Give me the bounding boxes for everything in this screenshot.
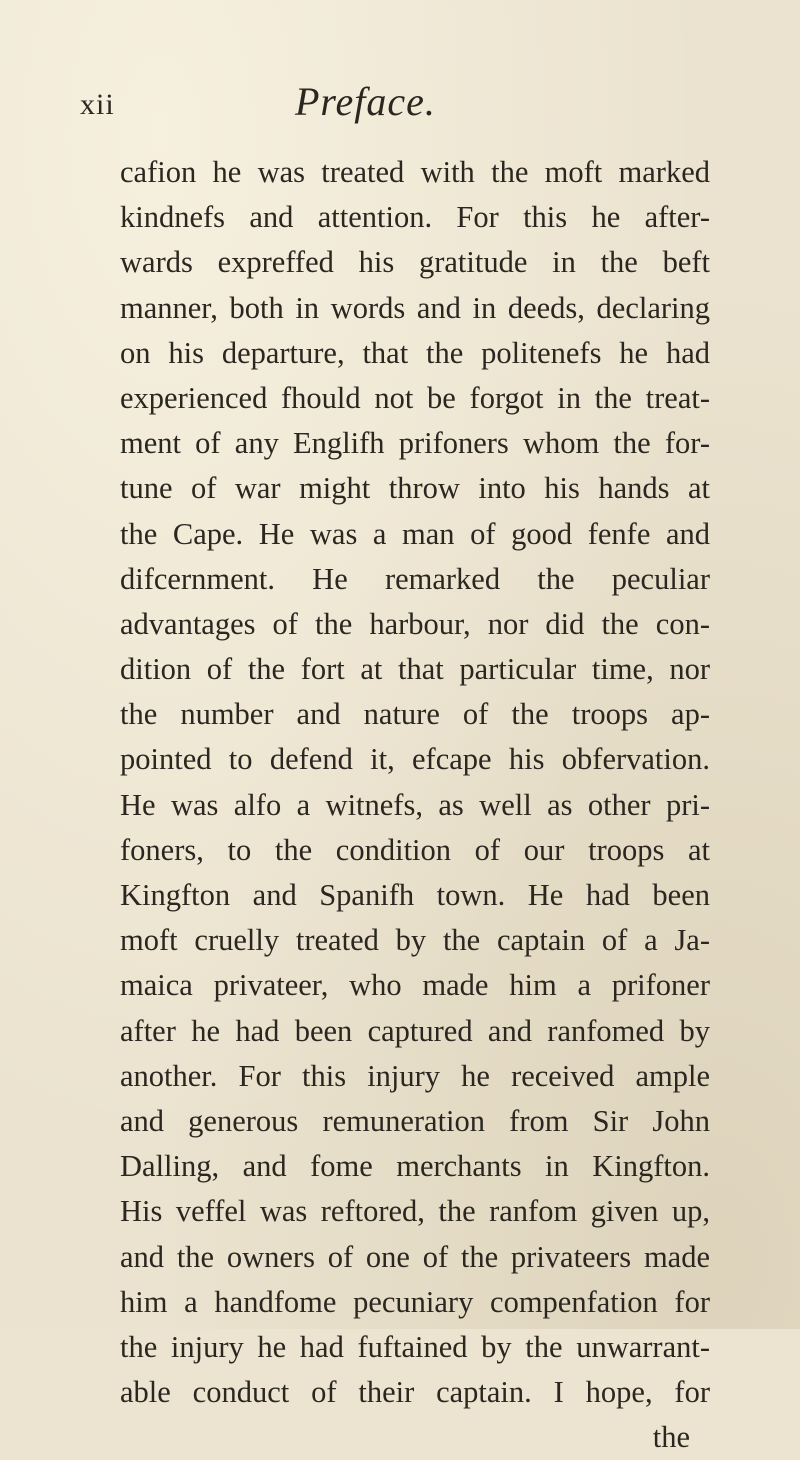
text-line: another. For this injury he received ample [120, 1058, 710, 1093]
text-line: wards expreffed his gratitude in the beft [120, 245, 710, 280]
body-text [120, 150, 710, 1460]
text-line: Kingfton and Spanifh town. He had been [120, 878, 710, 912]
text-line: kindnefs and attention. For this he after- [120, 200, 710, 235]
text-line: experienced fhould not be forgot in the treat- [120, 380, 710, 415]
text-line: maica privateer, who made him a prifoner [120, 968, 710, 1003]
page-header [80, 78, 720, 138]
page-number: xii [80, 88, 115, 121]
text-line: the injury he had fuftained by the unwarrant- [120, 1329, 710, 1364]
text-line: him a handfome pecuniary compenfation for [120, 1284, 710, 1319]
text-line: able conduct of their captain. I hope, for [120, 1375, 710, 1410]
text-line: pointed to defend it, efcape his obfervation. [120, 742, 710, 777]
text-line: tune of war might throw into his hands at [120, 471, 710, 506]
text-line: He was alfo a witnefs, as well as other pri- [120, 787, 710, 822]
text-line: manner, both in words and in deeds, declaring [120, 290, 710, 325]
text-line: difcernment. He remarked the peculiar [120, 561, 710, 596]
text-line: Dalling, and fome merchants in Kingfton. [120, 1149, 710, 1184]
text-line: and generous remuneration from Sir John [120, 1103, 710, 1138]
text-line: on his departure, that the politenefs he had [120, 335, 710, 370]
text-line: cafion he was treated with the moft marked [120, 155, 710, 189]
text-line: His veffel was reftored, the ranfom given up, [120, 1194, 710, 1229]
text-line: the Cape. He was a man of good fenfe and [120, 516, 710, 551]
text-line: advantages of the harbour, nor did the con- [120, 606, 710, 641]
text-line: after he had been captured and ranfomed by [120, 1013, 710, 1048]
text-line: the number and nature of the troops ap- [120, 697, 710, 732]
text-line: foners, to the condition of our troops at [120, 832, 710, 867]
text-line: moft cruelly treated by the captain of a Ja- [120, 923, 710, 958]
running-head: Preface. [295, 79, 436, 124]
text-line: dition of the fort at that particular time, nor [120, 652, 710, 687]
text-line: ment of any Englifh prifoners whom the for- [120, 426, 710, 461]
text-line: and the owners of one of the privateers made [120, 1239, 710, 1274]
catchword: the [652, 1420, 690, 1455]
